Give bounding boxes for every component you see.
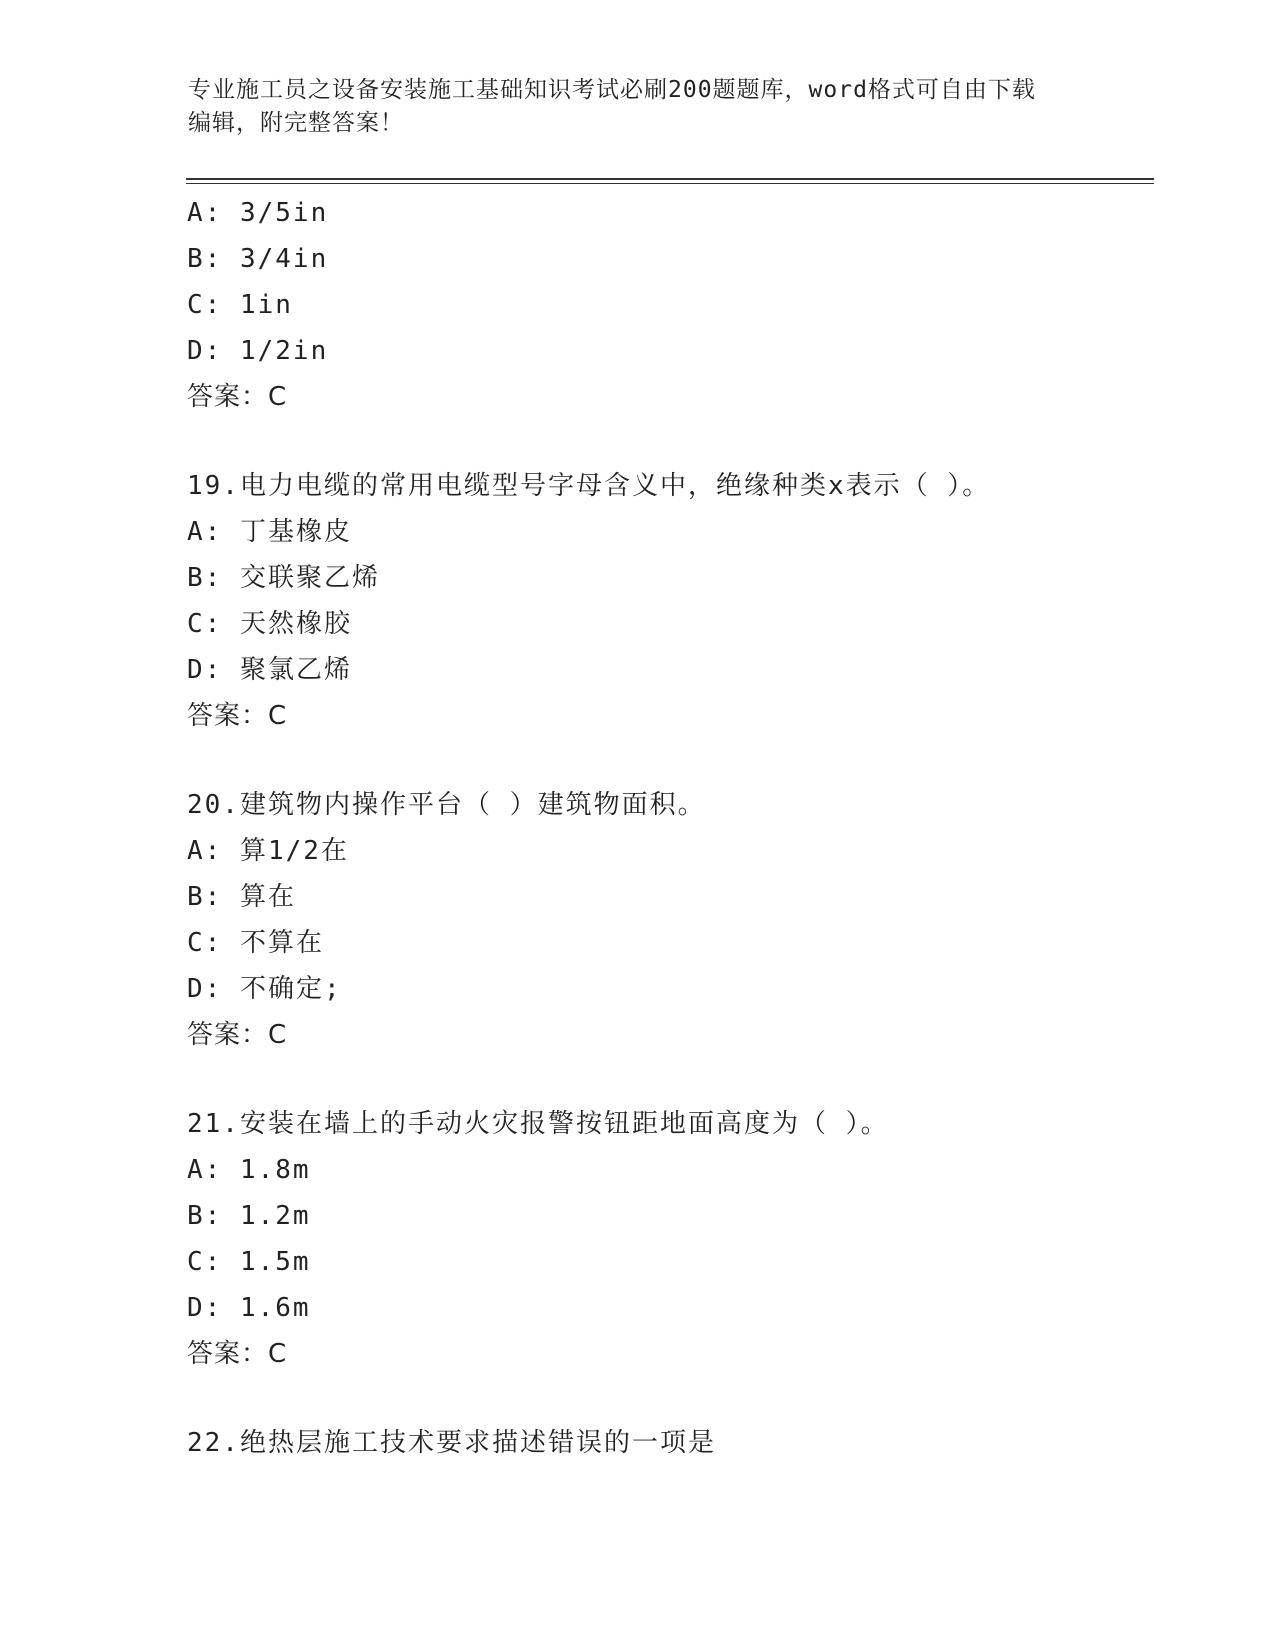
option-b: B: 3/4in — [187, 244, 329, 274]
header-divider-thin — [186, 183, 1154, 184]
option-a: A: 丁基橡皮 — [187, 517, 352, 547]
option-d: D: 1.6m — [187, 1293, 311, 1323]
option-a: A: 算1/2在 — [187, 836, 349, 866]
question-20 — [187, 782, 1147, 1058]
answer: 答案：C — [187, 1020, 288, 1050]
option-c: C: 不算在 — [187, 928, 324, 958]
header-line-1: 专业施工员之设备安装施工基础知识考试必刷200题题库，word格式可自由下载 — [188, 77, 1036, 103]
question-list — [187, 190, 1147, 1466]
question-text: 22.绝热层施工技术要求描述错误的一项是 — [187, 1428, 716, 1458]
header-line-2: 编辑，附完整答案！ — [188, 110, 404, 136]
question-19 — [187, 463, 1147, 739]
question-21 — [187, 1101, 1147, 1377]
header-divider-thick — [186, 178, 1154, 180]
answer: 答案：C — [187, 701, 288, 731]
question-text: 20.建筑物内操作平台（ ）建筑物面积。 — [187, 790, 706, 820]
question-text: 19.电力电缆的常用电缆型号字母含义中，绝缘种类x表示（ ）。 — [187, 471, 991, 501]
option-d: D: 聚氯乙烯 — [187, 655, 352, 685]
question-22 — [187, 1420, 1147, 1466]
question-text: 21.安装在墙上的手动火灾报警按钮距地面高度为（ ）。 — [187, 1109, 889, 1139]
option-b: B: 1.2m — [187, 1201, 311, 1231]
option-c: C: 1in — [187, 290, 293, 320]
option-c: C: 天然橡胶 — [187, 609, 352, 639]
answer: 答案：C — [187, 382, 288, 412]
option-c: C: 1.5m — [187, 1247, 311, 1277]
option-b: B: 交联聚乙烯 — [187, 563, 380, 593]
document-header — [188, 74, 1088, 140]
option-a: A: 3/5in — [187, 198, 329, 228]
option-d: D: 1/2in — [187, 336, 329, 366]
question-18-tail — [187, 190, 1147, 420]
option-b: B: 算在 — [187, 882, 296, 912]
option-a: A: 1.8m — [187, 1155, 311, 1185]
option-d: D: 不确定; — [187, 974, 342, 1004]
answer: 答案：C — [187, 1339, 288, 1369]
